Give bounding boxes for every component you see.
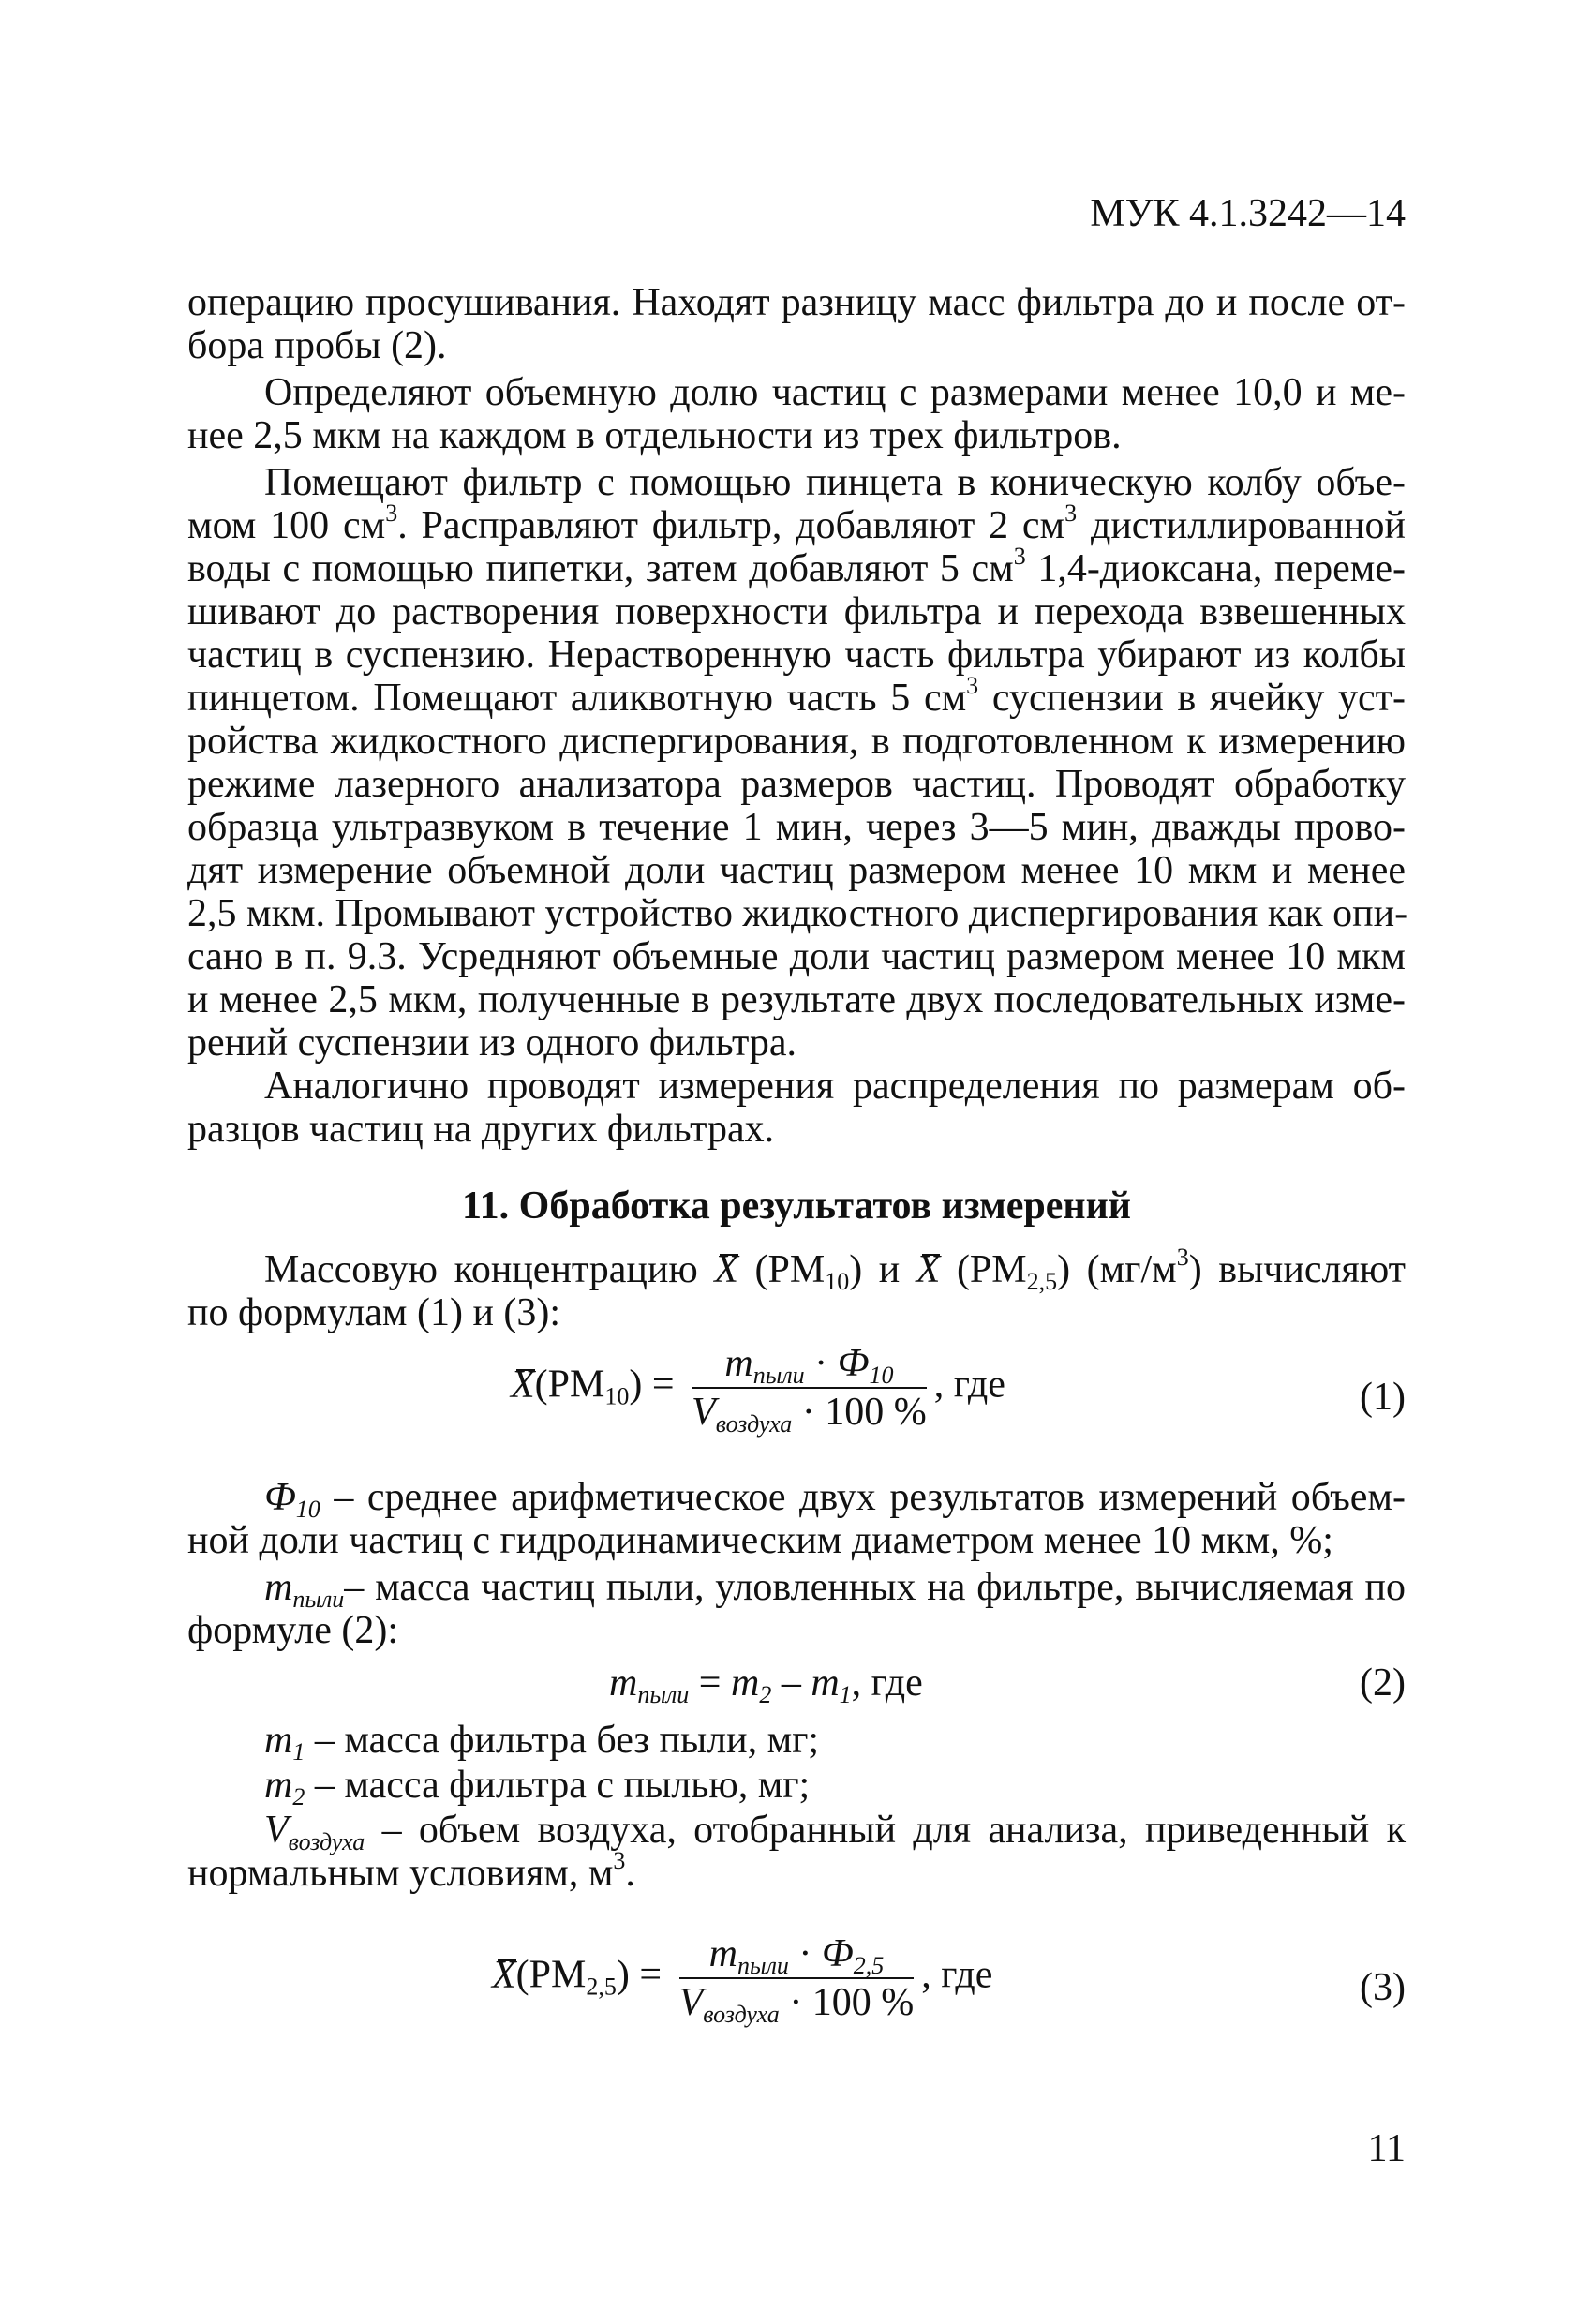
definition-v-air bbox=[187, 1809, 1406, 1895]
text-line: дят измерение объемной доли частиц размером менее 10 мкм и менее bbox=[187, 849, 1406, 892]
paragraph-4 bbox=[187, 1065, 1406, 1151]
equation-number: (1) bbox=[1360, 1376, 1406, 1419]
page-number: 11 bbox=[1367, 2127, 1406, 2170]
formula-1: $X(PM_{10})$ = $\frac{m_{пыли} \cdot Ф_{10}}{V_{воздуха} \cdot 100 \%}$ , где bbox=[511, 1342, 1005, 1438]
definition-m2 bbox=[187, 1764, 1406, 1810]
text-line: Массовую концентрацию X $(PM_{10})$ и X $(PM_{2,5})$ $(мг/м^3)$ вычисляют bbox=[264, 1244, 1406, 1295]
definition-phi10 bbox=[187, 1476, 1406, 1562]
document-code: МУК 4.1.3242—14 bbox=[1090, 192, 1406, 235]
text-line: шивают до растворения поверхности фильтра и перехода взвешенных bbox=[187, 590, 1406, 633]
text-line: по формулам (1) и (3): bbox=[187, 1291, 561, 1334]
paragraph-1 bbox=[187, 281, 1406, 367]
equation-number: (3) bbox=[1360, 1966, 1406, 2009]
text-line: ройства жидкостного диспергирования, в подготовленном к измерению bbox=[187, 720, 1406, 763]
text-line: $m_1$ – масса фильтра без пыли, мг; bbox=[264, 1719, 820, 1765]
text-line: частиц в суспензию. Нерастворенную часть фильтра убирают из колбы bbox=[187, 633, 1406, 677]
text-line: режиме лазерного анализатора размеров частиц. Проводят обработку bbox=[187, 763, 1406, 806]
definition-m-dust bbox=[187, 1566, 1406, 1652]
text-line: образца ультразвуком в течение 1 мин, через 3—5 мин, дважды прово- bbox=[187, 806, 1406, 849]
formula-2: $m_{пыли} = m_2 - m_1$, где bbox=[609, 1661, 923, 1708]
text-line: и менее 2,5 мкм, полученные в результате двух последовательных изме- bbox=[187, 978, 1406, 1021]
text-line: нее 2,5 мкм на каждом в отдельности из трех фильтров. bbox=[187, 414, 1122, 457]
text-line: мом 100 $см^3$. Расправляют фильтр, добавляют 2 $см^3$ дистиллированной bbox=[187, 499, 1407, 547]
text-line: Помещают фильтр с помощью пинцета в коническую колбу объе- bbox=[264, 461, 1406, 504]
text-line: Аналогично проводят измерения распределения по размерам об- bbox=[264, 1065, 1406, 1108]
text-line: операцию просушивания. Находят разницу масс фильтра до и после от- bbox=[187, 281, 1406, 324]
text-line: Определяют объемную долю частиц с размерами менее 10,0 и ме- bbox=[264, 371, 1406, 414]
formula-3: $X(PM_{2,5})$ = $\frac{m_{пыли} \cdot Ф_{2,5}}{V_{воздуха} \cdot 100 \%}$ , где bbox=[492, 1932, 993, 2028]
paragraph-3 bbox=[187, 461, 1406, 1065]
text-line: $m_{пыли}-$ масса частиц пыли, уловленных на фильтре, вычисляемая по bbox=[264, 1566, 1406, 1613]
text-line: $Ф_{10}$ – среднее арифметическое двух результатов измерений объем- bbox=[264, 1476, 1406, 1523]
text-line: бора пробы (2). bbox=[187, 324, 447, 367]
section-heading: 11. Обработка результатов измерений bbox=[461, 1184, 1132, 1228]
text-line: воды с помощью пипетки, затем добавляют 5 $см^3$ 1,4-диоксана, переме- bbox=[187, 543, 1406, 590]
text-line: разцов частиц на других фильтрах. bbox=[187, 1108, 775, 1151]
intro-paragraph bbox=[187, 1244, 1406, 1334]
text-line: ной доли частиц с гидродинамическим диаметром менее 10 мкм, %; bbox=[187, 1519, 1333, 1562]
definition-m1 bbox=[187, 1719, 1406, 1765]
text-line: сано в п. 9.3. Усредняют объемные доли частиц размером менее 10 мкм bbox=[187, 935, 1406, 978]
paragraph-2 bbox=[187, 371, 1406, 457]
text-line: $m_2$ – масса фильтра с пылью, мг; bbox=[264, 1764, 811, 1810]
equation-number: (2) bbox=[1360, 1661, 1406, 1705]
text-line: $V_{воздуха}$ – объем воздуха, отобранный для анализа, приведенный к bbox=[264, 1809, 1406, 1855]
fraction: $\frac{m_{пыли} \cdot Ф_{10}}{V_{воздуха} \cdot 100 \%}$ bbox=[692, 1342, 927, 1438]
text-line: формуле (2): bbox=[187, 1609, 399, 1652]
text-line: рений суспензии из одного фильтра. bbox=[187, 1021, 797, 1065]
text-line: 2,5 мкм. Промывают устройство жидкостного диспергирования как опи- bbox=[187, 892, 1408, 935]
text-line: нормальным условиям, $м^3$. bbox=[187, 1847, 635, 1895]
text-line: пинцетом. Помещают аликвотную часть 5 $см^3$ суспензии в ячейку уст- bbox=[187, 672, 1406, 720]
fraction: $\frac{m_{пыли} \cdot Ф_{2,5}}{V_{воздуха} \cdot 100 \%}$ bbox=[678, 1932, 915, 2028]
